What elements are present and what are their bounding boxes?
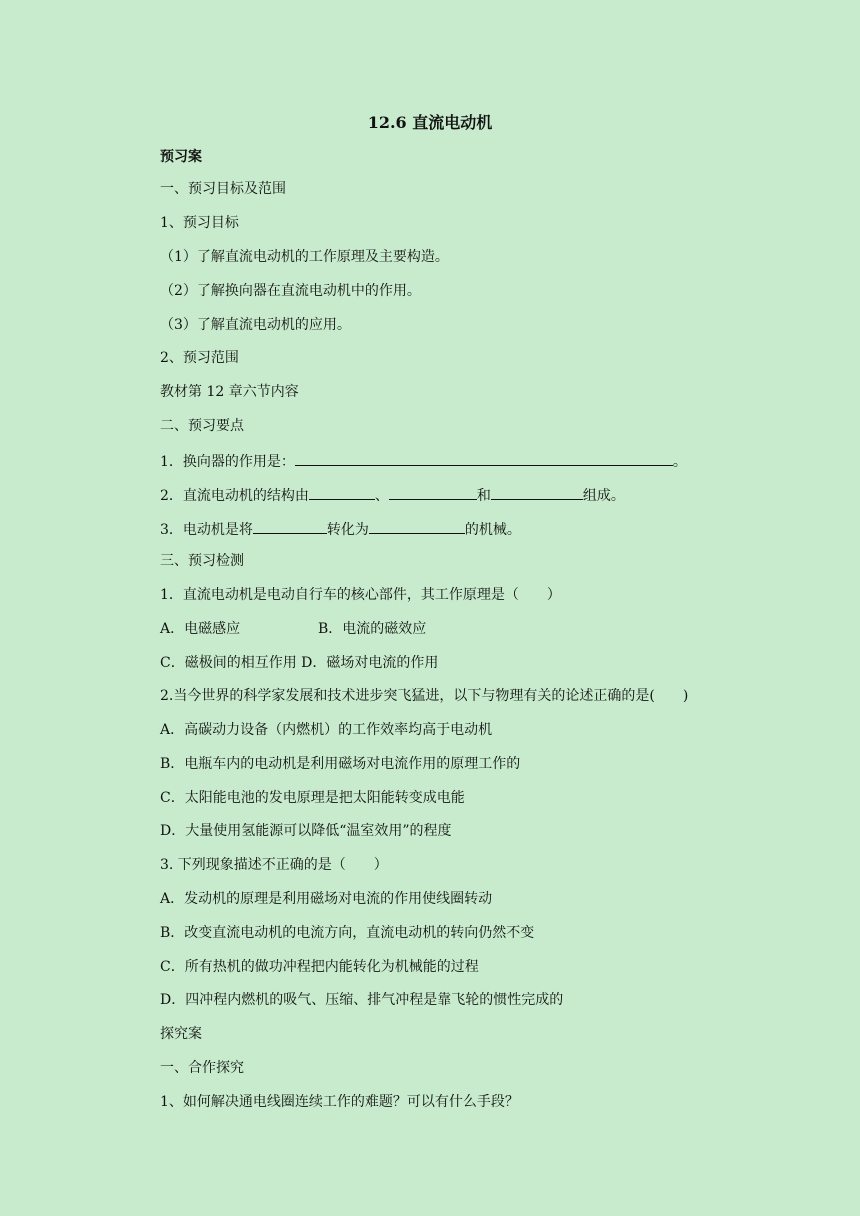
heading-preview-check: 三、预习检测 xyxy=(160,553,244,569)
question-3-option-d[interactable]: D．四冲程内燃机的吸气、压缩、排气冲程是靠飞轮的惯性完成的 xyxy=(160,992,564,1008)
answer-blank[interactable] xyxy=(389,484,477,500)
question-3-option-a[interactable]: A．发动机的原理是利用磁场对电流的作用使线圈转动 xyxy=(160,891,493,907)
answer-blank[interactable] xyxy=(491,484,583,500)
question-2-option-c[interactable]: C．太阳能电池的发电原理是把太阳能转变成电能 xyxy=(160,790,465,806)
key-point-2-end: 组成。 xyxy=(582,488,625,504)
heading-preview-goals: 1、预习目标 xyxy=(160,215,239,231)
question-2-option-a[interactable]: A．高碳动力设备（内燃机）的工作效率均高于电动机 xyxy=(160,722,493,738)
key-point-1-text: 1．换向器的作用是： xyxy=(160,454,295,470)
question-1-options-ab xyxy=(160,619,426,639)
inquiry-question-1: 1、如何解决通电线圈连续工作的难题？可以有什么手段？ xyxy=(160,1094,519,1110)
answer-blank[interactable] xyxy=(295,450,673,466)
key-point-3 xyxy=(160,518,521,540)
question-2: 2.当今世界的科学家发展和技术进步突飞猛进，以下与物理有关的论述正确的是( ) xyxy=(160,688,689,704)
page-title: 12.6 直流电动机 xyxy=(367,113,493,132)
scope-text: 教材第 12 章六节内容 xyxy=(160,384,299,400)
key-point-2 xyxy=(160,484,625,506)
heading-cooperative-inquiry: 一、合作探究 xyxy=(160,1060,244,1076)
heading-preview-scope: 2、预习范围 xyxy=(160,350,239,366)
question-3: 3. 下列现象描述不正确的是（ ） xyxy=(160,857,388,873)
heading-key-points: 二、预习要点 xyxy=(160,418,244,434)
answer-blank[interactable] xyxy=(309,484,375,500)
question-1-option-a[interactable]: A．电磁感应 xyxy=(160,621,241,637)
question-3-option-c[interactable]: C．所有热机的做功冲程把内能转化为机械能的过程 xyxy=(160,959,479,975)
key-point-2-sep: 、 xyxy=(374,488,389,504)
goal-item-3: （3）了解直流电动机的应用。 xyxy=(160,317,351,333)
key-point-3-text: 3．电动机是将 xyxy=(160,522,253,538)
answer-blank[interactable] xyxy=(253,518,327,534)
question-3-option-b[interactable]: B．改变直流电动机的电流方向，直流电动机的转向仍然不变 xyxy=(160,925,535,941)
goal-item-2: （2）了解换向器在直流电动机中的作用。 xyxy=(160,283,421,299)
question-1-option-b[interactable]: B．电流的磁效应 xyxy=(318,621,427,637)
heading-preview-goals-scope: 一、预习目标及范围 xyxy=(160,181,286,197)
question-1: 1．直流电动机是电动自行车的核心部件，其工作原理是（ ） xyxy=(160,587,561,603)
goal-item-1: （1）了解直流电动机的工作原理及主要构造。 xyxy=(160,249,449,265)
key-point-2-and: 和 xyxy=(476,488,491,504)
key-point-2-text: 2．直流电动机的结构由 xyxy=(160,488,309,504)
question-1-options-cd: C．磁极间的相互作用 D．磁场对电流的作用 xyxy=(160,655,439,671)
section-preview-heading: 预习案 xyxy=(160,149,202,165)
key-point-3-mid: 转化为 xyxy=(326,522,369,538)
section-explore-heading: 探究案 xyxy=(160,1026,202,1042)
question-2-option-d[interactable]: D．大量使用氢能源可以降低“温室效用”的程度 xyxy=(160,823,452,839)
key-point-1-end: 。 xyxy=(672,454,687,470)
key-point-1 xyxy=(160,450,687,472)
key-point-3-end: 的机械。 xyxy=(464,522,521,538)
question-2-option-b[interactable]: B．电瓶车内的电动机是利用磁场对电流作用的原理工作的 xyxy=(160,756,521,772)
answer-blank[interactable] xyxy=(369,518,465,534)
